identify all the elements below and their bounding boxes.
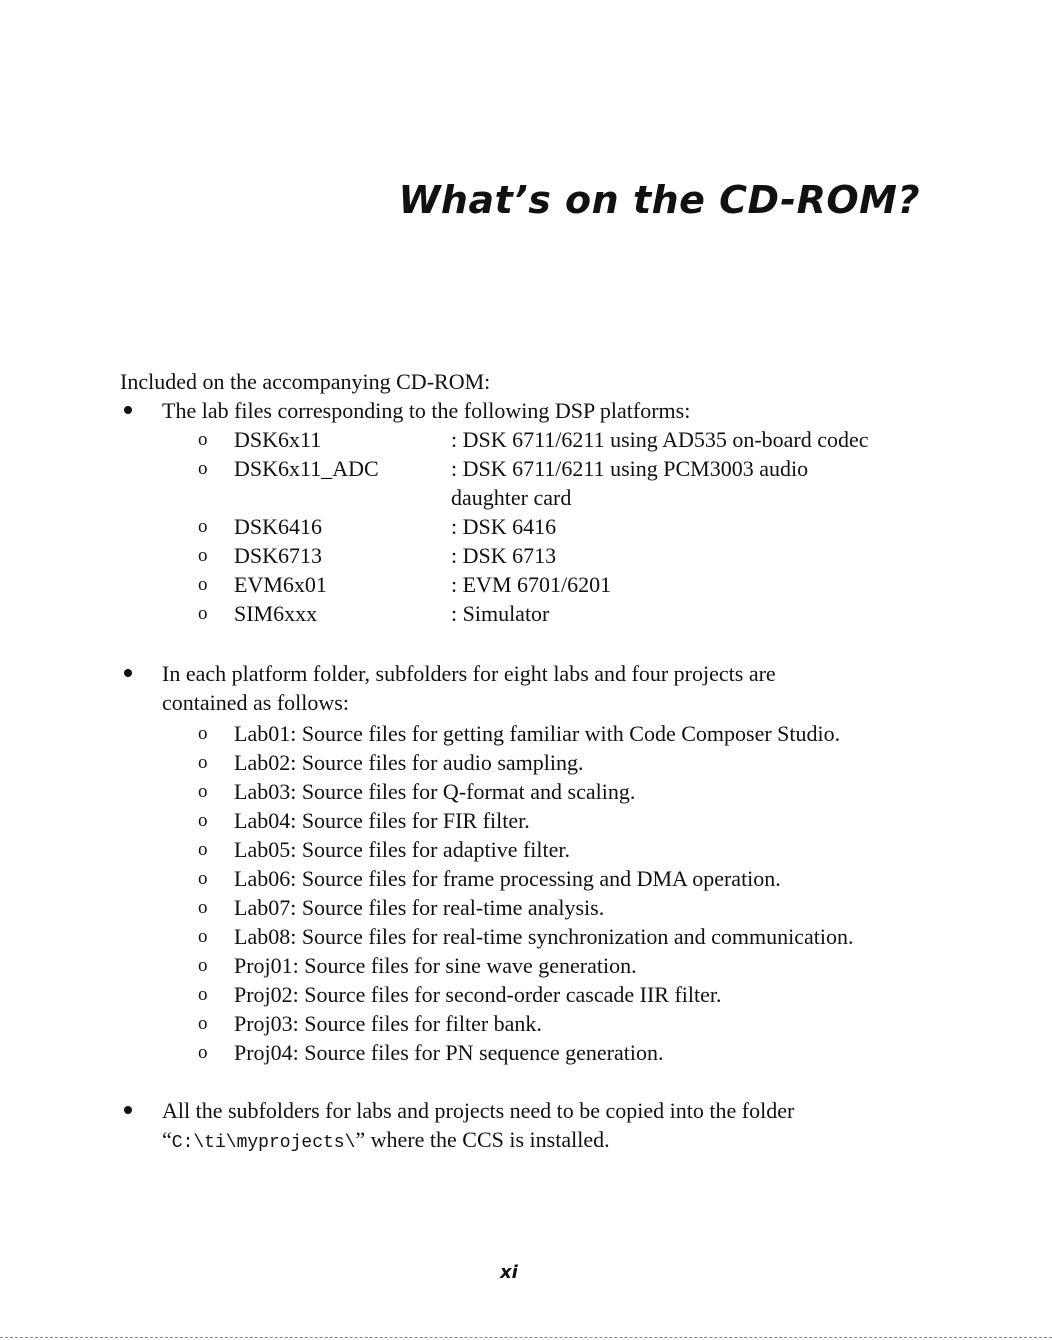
- list-item: Lab01: Source files for getting familiar with Code Composer Studio.: [234, 721, 841, 746]
- platform-desc: : DSK 6416: [451, 514, 557, 539]
- sub-bullet-icon: o: [198, 839, 208, 860]
- platform-desc: : EVM 6701/6201: [451, 572, 612, 597]
- sub-bullet-icon: o: [198, 926, 208, 947]
- sub-bullet-icon: o: [198, 574, 208, 595]
- platform-name: DSK6x11: [234, 427, 322, 452]
- platform-desc-continued: daughter card: [451, 485, 572, 510]
- list-item: Proj01: Source files for sine wave generation.: [234, 953, 637, 978]
- platform-desc: : DSK 6711/6211 using AD535 on-board codec: [451, 427, 869, 452]
- list-item: Lab08: Source files for real-time synchronization and communication.: [234, 924, 854, 949]
- list-item: Proj02: Source files for second-order cascade IIR filter.: [234, 982, 722, 1007]
- sub-bullet-icon: o: [198, 545, 208, 566]
- platform-name: SIM6xxx: [234, 601, 318, 626]
- folder-path: C:\ti\myprojects\: [171, 1133, 356, 1153]
- platform-desc: : DSK 6713: [451, 543, 557, 568]
- list-item: Lab07: Source files for real-time analysis.: [234, 895, 605, 920]
- platform-name: DSK6x11_ADC: [234, 456, 379, 481]
- page-bottom-rule: [0, 1337, 1052, 1338]
- list-item: Lab04: Source files for FIR filter.: [234, 808, 530, 833]
- bullet1-text: The lab files corresponding to the following DSP platforms:: [162, 398, 691, 423]
- bullet-icon: [124, 669, 132, 677]
- bullet-icon: [124, 406, 132, 414]
- sub-bullet-icon: o: [198, 723, 208, 744]
- sub-bullet-icon: o: [198, 868, 208, 889]
- sub-bullet-icon: o: [198, 810, 208, 831]
- list-item: Proj04: Source files for PN sequence generation.: [234, 1040, 664, 1065]
- open-quote: “: [162, 1127, 172, 1152]
- platform-name: DSK6416: [234, 514, 323, 539]
- sub-bullet-icon: o: [198, 781, 208, 802]
- sub-bullet-icon: o: [198, 603, 208, 624]
- sub-bullet-icon: o: [198, 897, 208, 918]
- sub-bullet-icon: o: [198, 429, 208, 450]
- list-item: Proj03: Source files for filter bank.: [234, 1011, 542, 1036]
- sub-bullet-icon: o: [198, 516, 208, 537]
- platform-desc: : Simulator: [451, 601, 550, 626]
- sub-bullet-icon: o: [198, 752, 208, 773]
- bullet3-text-rest: ” where the CCS is installed.: [355, 1127, 610, 1152]
- sub-bullet-icon: o: [198, 1013, 208, 1034]
- intro-text: Included on the accompanying CD-ROM:: [120, 369, 491, 394]
- sub-bullet-icon: o: [198, 984, 208, 1005]
- bullet3-text: All the subfolders for labs and projects need to be copied into the folder: [162, 1098, 795, 1123]
- sub-bullet-icon: o: [198, 458, 208, 479]
- sub-bullet-icon: o: [198, 1042, 208, 1063]
- list-item: Lab05: Source files for adaptive filter.: [234, 837, 570, 862]
- platform-name: EVM6x01: [234, 572, 327, 597]
- list-item: Lab02: Source files for audio sampling.: [234, 750, 584, 775]
- bullet3-text-continued: [162, 1125, 610, 1158]
- bullet-icon: [124, 1106, 132, 1114]
- bullet2-text-continued: contained as follows:: [162, 690, 349, 715]
- list-item: Lab06: Source files for frame processing and DMA operation.: [234, 866, 781, 891]
- list-item: Lab03: Source files for Q-format and scaling.: [234, 779, 636, 804]
- page-number: xi: [500, 1262, 518, 1283]
- platform-desc: : DSK 6711/6211 using PCM3003 audio: [451, 456, 809, 481]
- bullet2-text: In each platform folder, subfolders for eight labs and four projects are: [162, 661, 776, 686]
- platform-name: DSK6713: [234, 543, 323, 568]
- page-title: What’s on the CD-ROM?: [398, 178, 920, 222]
- sub-bullet-icon: o: [198, 955, 208, 976]
